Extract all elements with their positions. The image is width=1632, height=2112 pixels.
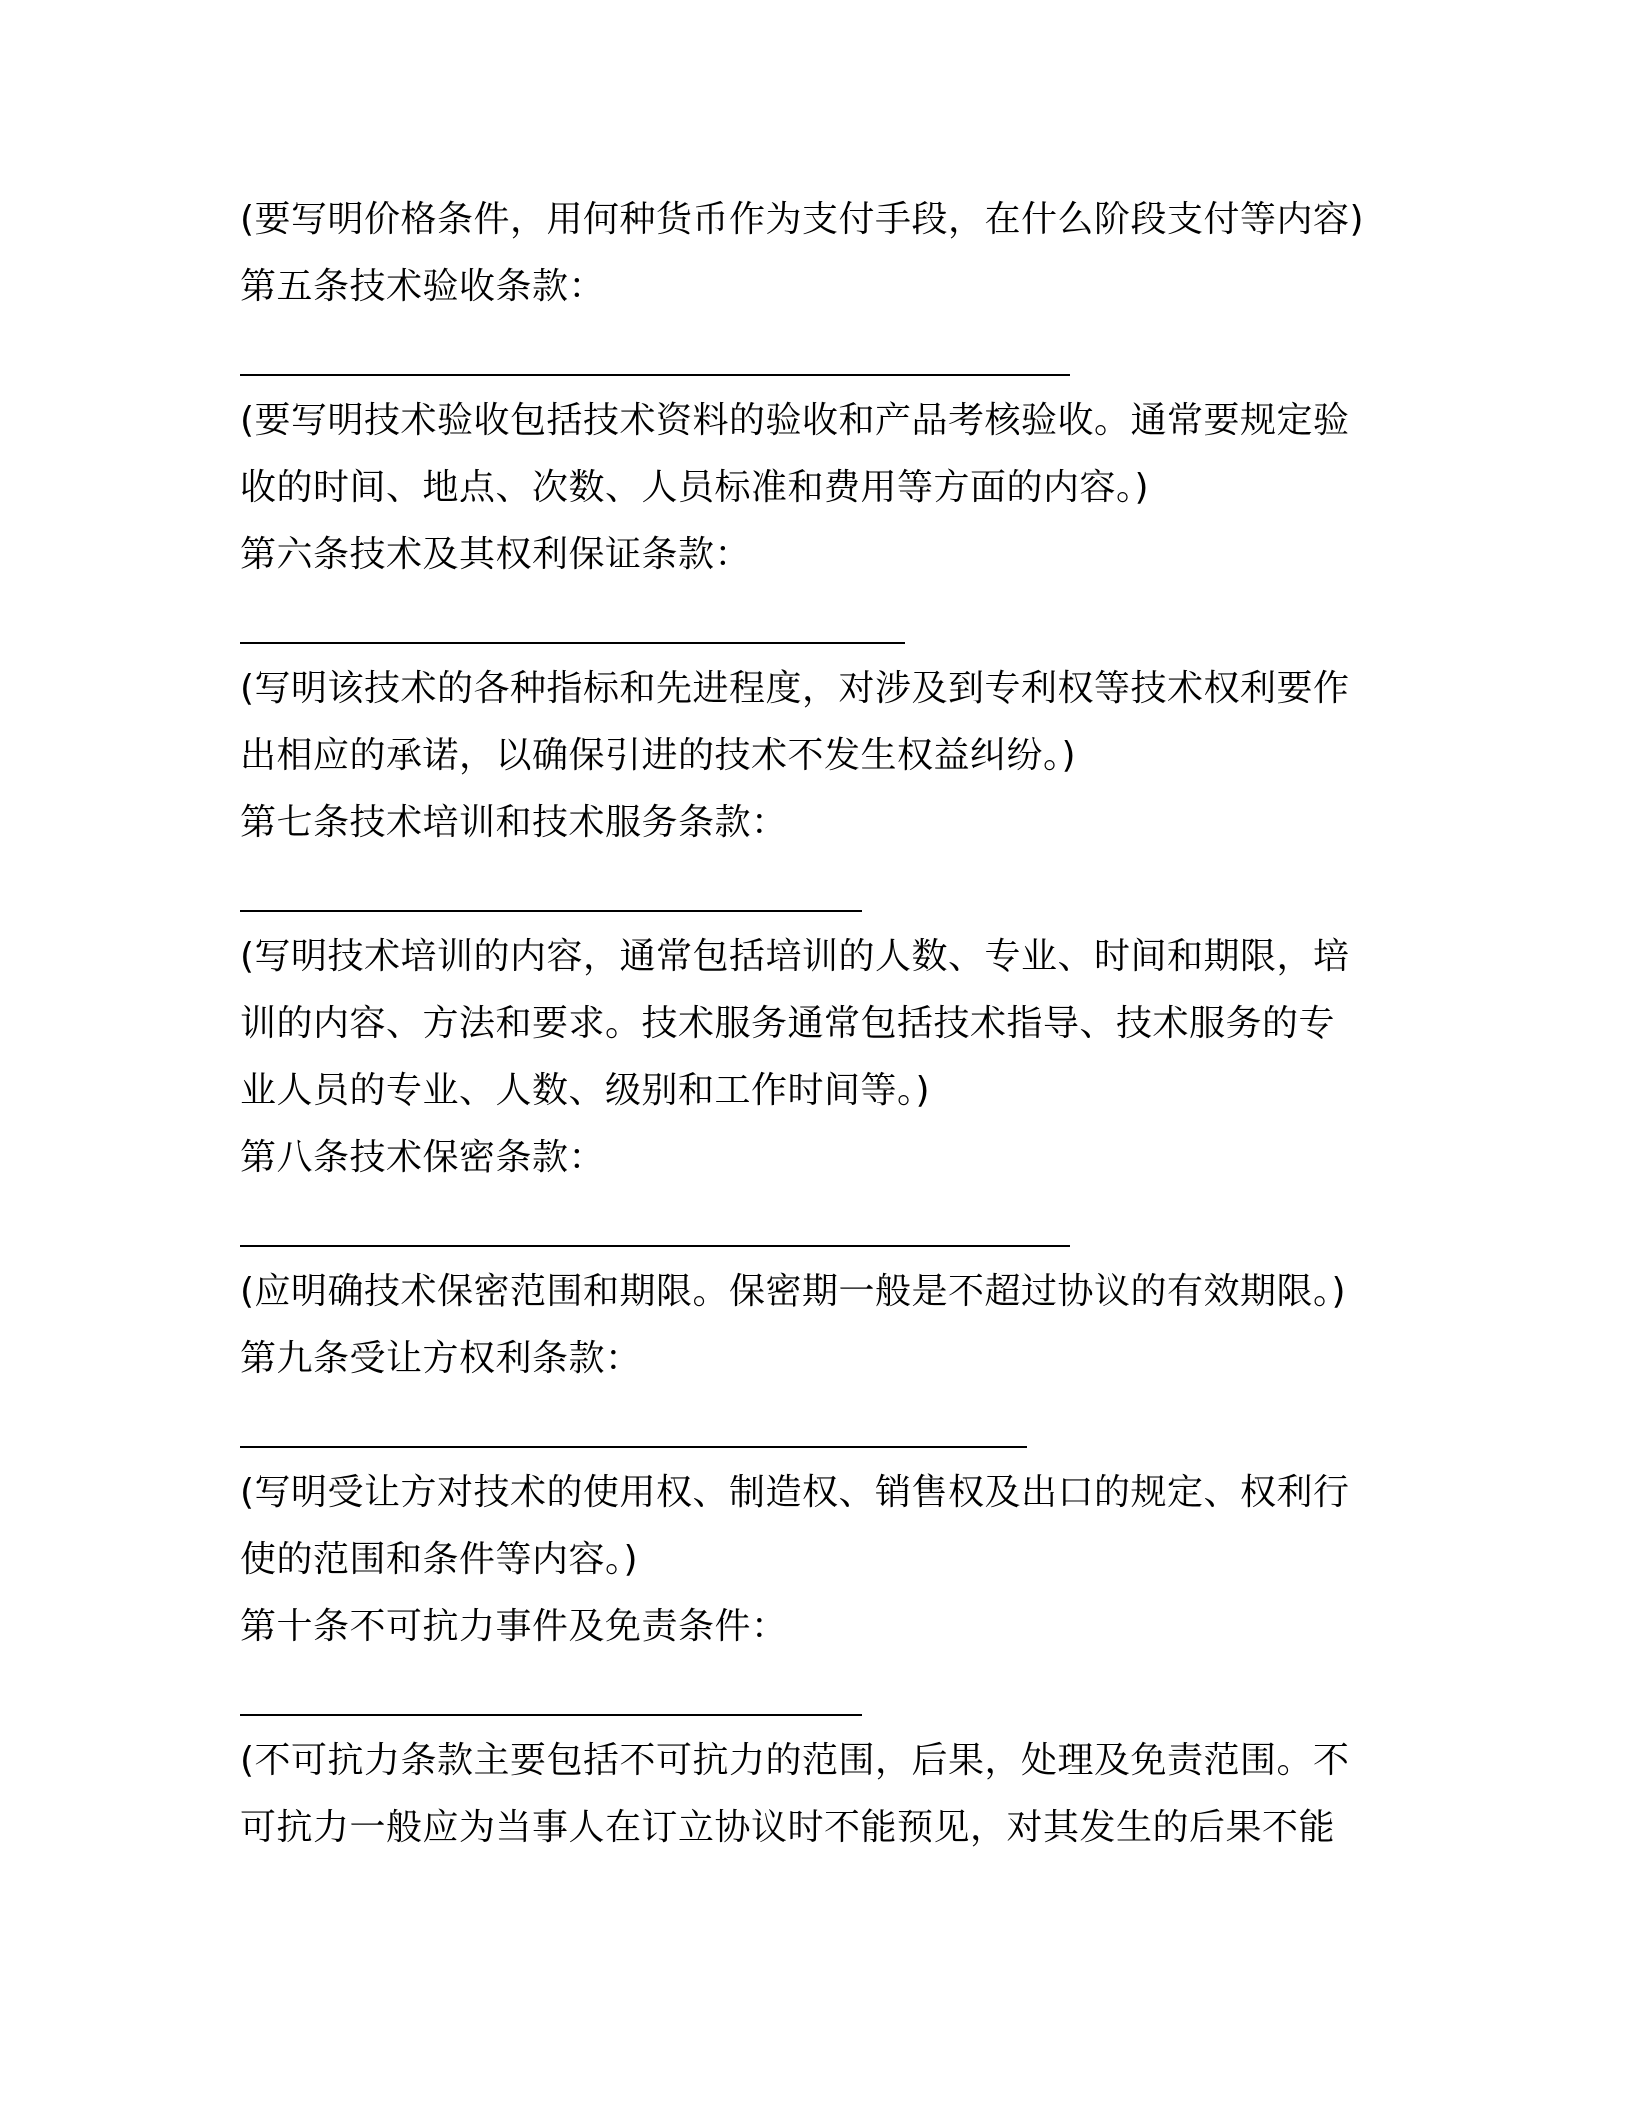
article-5-heading: 第五条技术验收条款： [240,266,606,307]
article-7-note-line-1: (写明技术培训的内容，通常包括培训的人数、专业、时间和期限，培 [240,936,1350,977]
article-9-note-line-2: 使的范围和条件等内容。) [240,1539,639,1580]
article-6-note-line-2: 出相应的承诺，以确保引进的技术不发生权益纠纷。) [240,735,1077,776]
article-10-blank [240,1660,1410,1727]
article-9-heading: 第九条受让方权利条款： [240,1338,642,1379]
article-9-blank [240,1392,1410,1459]
article-6-blank [240,588,1410,655]
article-10-note-line-1: (不可抗力条款主要包括不可抗力的范围，后果，处理及免责范围。不 [240,1740,1350,1781]
article-9-note-line-1: (写明受让方对技术的使用权、制造权、销售权及出口的规定、权利行 [240,1472,1350,1513]
article-7-blank [240,856,1410,923]
payment-note: (要写明价格条件，用何种货币作为支付手段，在什么阶段支付等内容) [240,199,1365,240]
article-8-note: (应明确技术保密范围和期限。保密期一般是不超过协议的有效期限。) [240,1271,1347,1312]
article-7-note-line-2: 训的内容、方法和要求。技术服务通常包括技术指导、技术服务的专 [240,1003,1336,1044]
article-7-note-line-3: 业人员的专业、人数、级别和工作时间等。) [240,1070,931,1111]
article-10-heading: 第十条不可抗力事件及免责条件： [240,1606,788,1647]
article-10-note-line-2: 可抗力一般应为当事人在订立协议时不能预见，对其发生的后果不能 [240,1807,1336,1848]
article-8-heading: 第八条技术保密条款： [240,1137,606,1178]
article-5-note-line-1: (要写明技术验收包括技术资料的验收和产品考核验收。通常要规定验 [240,400,1350,441]
article-6-note-line-1: (写明该技术的各种指标和先进程度，对涉及到专利权等技术权利要作 [240,668,1350,709]
document-body [240,186,1410,1861]
article-7-heading: 第七条技术培训和技术服务条款： [240,802,788,843]
article-8-blank [240,1191,1410,1258]
article-5-note-line-2: 收的时间、地点、次数、人员标准和费用等方面的内容。) [240,467,1150,508]
article-6-heading: 第六条技术及其权利保证条款： [240,534,752,575]
article-5-blank [240,320,1410,387]
